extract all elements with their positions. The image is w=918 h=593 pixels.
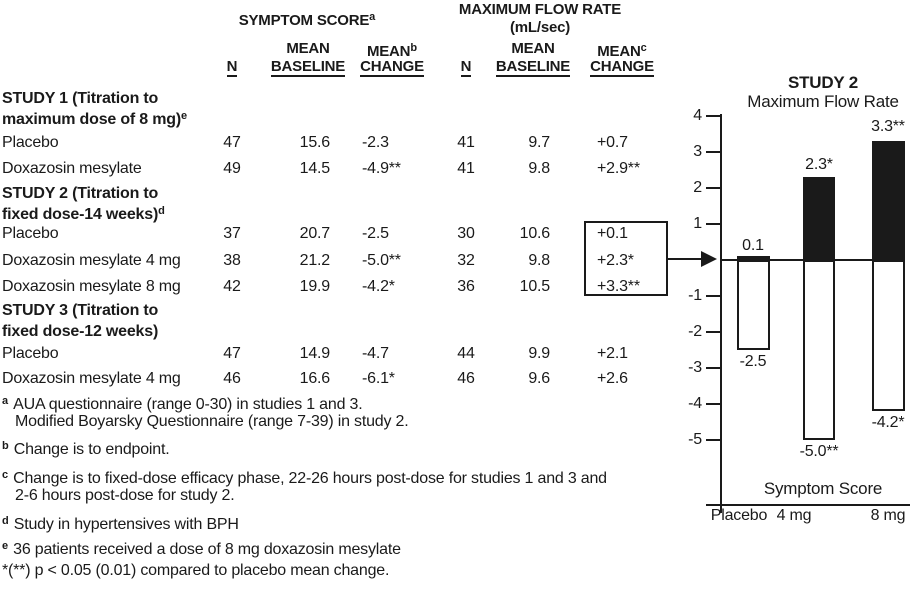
footnote-c-line1: $^c$ Change is to fixed-dose efficacy phase, 22-26 hours post-dose for studies 1 and 3 and xyxy=(2,469,607,487)
footnote-c-line2: 2-6 hours post-dose for study 2. xyxy=(15,487,235,504)
symptom-score-group-header xyxy=(207,9,407,29)
footnote-d-marker: d xyxy=(2,515,9,527)
x-axis-line xyxy=(706,504,910,506)
study3-title-line1: STUDY 3 (Titration to xyxy=(2,302,159,319)
footnote-a-marker: a xyxy=(2,395,9,407)
y-tick-label: 1 xyxy=(693,215,702,232)
flow-rate-unit: (mL/sec) xyxy=(509,19,571,36)
row-label: Doxazosin mesylate 4 mg xyxy=(2,370,181,387)
table-row-study3-dox4: Doxazosin mesylate 4 mg 46 16.6 -6.1* 46 9.6 +2.6 xyxy=(2,370,628,387)
y-tick-label: -5 xyxy=(688,431,702,448)
col-mean-change2-line1: MEAN$^c$ xyxy=(597,42,647,60)
footnote-c-marker: c xyxy=(2,469,9,481)
footnote-a-line2: Modified Boyarsky Questionnaire (range 7-39) in study 2. xyxy=(15,413,409,430)
y-tick-label: -2 xyxy=(688,323,702,340)
x-category-placebo: Placebo xyxy=(710,507,768,524)
callout-arrow-shaft xyxy=(666,258,703,260)
symptom-score-title: SYMPTOM SCORE xyxy=(238,12,370,29)
y-axis-line xyxy=(720,114,722,513)
footnote-e-marker: e xyxy=(2,540,9,552)
footnote-d: $^d$ Study in hypertensives with BPH xyxy=(2,515,239,533)
row-label: Placebo xyxy=(2,345,59,362)
y-tick xyxy=(706,151,722,153)
study2-sup: d xyxy=(158,205,165,217)
flow-rate-group-header: MAXIMUM FLOW RATE xyxy=(458,1,622,18)
bar-value-label: 2.3* xyxy=(805,156,833,173)
chart-title: STUDY 2 xyxy=(787,73,859,92)
study1-title-line1: STUDY 1 (Titration to xyxy=(2,90,159,107)
footnote-b: $^b$ Change is to endpoint. xyxy=(2,440,170,458)
bar-value-label: 0.1 xyxy=(742,237,764,254)
study3-title-line2: fixed dose-12 weeks) xyxy=(2,323,159,340)
chart-subtitle: Maximum Flow Rate xyxy=(747,92,899,111)
bar-value-label: 3.3** xyxy=(871,118,905,135)
row-label: Placebo xyxy=(2,134,59,151)
y-tick xyxy=(706,223,722,225)
bar-value-label: -2.5 xyxy=(739,353,767,370)
col-change2-header: CHANGE xyxy=(590,58,654,75)
col-baseline2-header: BASELINE xyxy=(495,58,571,75)
col-mean-baseline1-line1: MEAN xyxy=(286,40,330,57)
y-tick xyxy=(706,295,722,297)
y-tick xyxy=(706,115,722,117)
col-mean-baseline2-line1: MEAN xyxy=(511,40,555,57)
symptom-score-sup: a xyxy=(369,11,376,23)
study1-sup: e xyxy=(180,110,188,122)
bar-flowrate-8mg xyxy=(872,141,905,260)
footnote-e: $^e$ 36 patients received a dose of 8 mg doxazosin mesylate xyxy=(2,540,401,558)
y-tick-label: 3 xyxy=(693,143,702,160)
table-row-study3-placebo: Placebo 47 14.9 -4.7 44 9.9 +2.1 xyxy=(2,345,628,362)
change2-sup: c xyxy=(640,42,647,54)
study2-title-line1: STUDY 2 (Titration to xyxy=(2,185,159,202)
row-label: Doxazosin mesylate xyxy=(2,160,142,177)
bar-symptom-4mg xyxy=(803,260,835,440)
footnote-a-line1: $^a$ AUA questionnaire (range 0-30) in studies 1 and 3. xyxy=(2,395,363,413)
bar-value-label: -4.2* xyxy=(871,414,905,431)
y-tick-label: -3 xyxy=(688,359,702,376)
y-tick-label: 2 xyxy=(693,179,702,196)
col-baseline1-header: BASELINE xyxy=(270,58,346,75)
table-row-study1-doxazosin: Doxazosin mesylate 49 14.5 -4.9** 41 9.8 +2.9** xyxy=(2,160,640,177)
x-category-4mg: 4 mg xyxy=(776,507,812,524)
bar-flowrate-4mg xyxy=(803,177,835,260)
x-category-8mg: 8 mg xyxy=(870,507,906,524)
study1-title-line2: maximum dose of 8 mg)$^e$ xyxy=(2,110,188,128)
y-tick xyxy=(706,331,722,333)
footnote-b-marker: b xyxy=(2,440,9,452)
y-tick xyxy=(706,439,722,441)
study2-title-line2: fixed dose-14 weeks)$^d$ xyxy=(2,205,165,223)
change1-sup: b xyxy=(410,42,418,54)
col-change1-header: CHANGE xyxy=(360,58,424,75)
table-row-study2-placebo: Placebo 37 20.7 -2.5 30 10.6 +0.1 xyxy=(2,225,628,242)
row-label: Doxazosin mesylate 4 mg xyxy=(2,252,181,269)
y-tick-label: -4 xyxy=(688,395,702,412)
symptom-score-axis-label: Symptom Score xyxy=(763,479,883,498)
col-n1-header: N xyxy=(226,58,238,75)
y-tick xyxy=(706,187,722,189)
significance-note: *(**) p < 0.05 (0.01) compared to placebo mean change. xyxy=(2,562,390,579)
col-n2-header: N xyxy=(460,58,472,75)
row-label: Doxazosin mesylate 8 mg xyxy=(2,278,181,295)
bar-symptom-placebo xyxy=(737,260,770,350)
table-row-study2-dox8: Doxazosin mesylate 8 mg 42 19.9 -4.2* 36 10.5 +3.3** xyxy=(2,278,640,295)
row-label: Placebo xyxy=(2,225,59,242)
y-tick-label: -1 xyxy=(688,287,702,304)
table-row-study2-dox4: Doxazosin mesylate 4 mg 38 21.2 -5.0** 32 9.8 +2.3* xyxy=(2,252,634,269)
table-row-study1-placebo: Placebo 47 15.6 -2.3 41 9.7 +0.7 xyxy=(2,134,628,151)
bar-value-label: -5.0** xyxy=(799,443,839,460)
y-tick-label: 4 xyxy=(693,107,702,124)
col-mean-change1-line1: MEAN$^b$ xyxy=(366,42,418,60)
y-tick xyxy=(706,403,722,405)
bar-symptom-8mg xyxy=(872,260,905,411)
